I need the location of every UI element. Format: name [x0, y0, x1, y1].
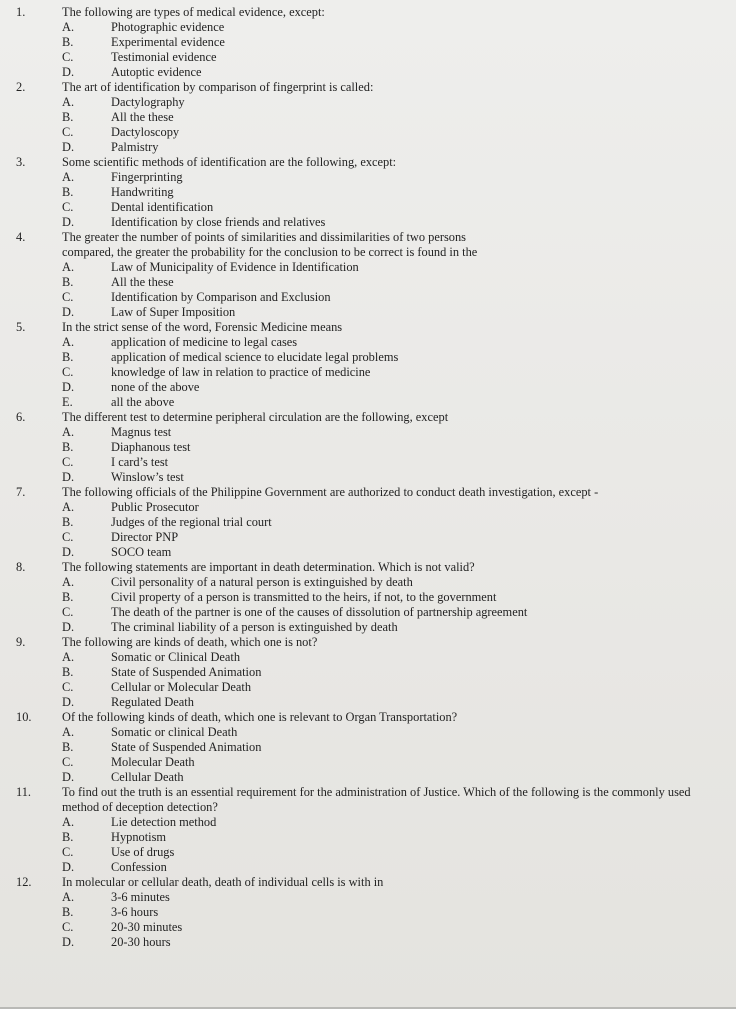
answer-option: [0, 590, 736, 605]
option-letter: D.: [62, 545, 75, 559]
answer-option: [0, 545, 736, 560]
answer-option: [0, 650, 736, 665]
question-stem-line: [0, 230, 736, 245]
option-text: Law of Super Imposition: [111, 305, 236, 319]
question-stem-line: [0, 5, 736, 20]
question-item: [0, 875, 736, 950]
option-text: Director PNP: [111, 530, 179, 544]
question-number: 5.: [16, 320, 26, 334]
question-text: The following statements are important in death determination. Which is not valid?: [62, 560, 475, 574]
option-letter: A.: [62, 575, 75, 589]
answer-option: [0, 620, 736, 635]
question-stem-line: [0, 245, 736, 260]
option-letter: C.: [62, 680, 74, 694]
option-text: Civil personality of a natural person is extinguished by death: [111, 575, 413, 589]
answer-option: [0, 725, 736, 740]
option-text: Somatic or Clinical Death: [111, 650, 241, 664]
option-letter: C.: [62, 530, 74, 544]
option-letter: C.: [62, 200, 74, 214]
option-letter: A.: [62, 95, 75, 109]
option-letter: A.: [62, 725, 75, 739]
option-text: The criminal liability of a person is extinguished by death: [111, 620, 398, 634]
question-text: To find out the truth is an essential requirement for the administration of Justice. Which of the following is the commonly used: [62, 785, 691, 799]
option-text: All the these: [111, 275, 174, 289]
answer-option: [0, 95, 736, 110]
answer-option: [0, 110, 736, 125]
option-letter: E.: [62, 395, 73, 409]
answer-option: [0, 290, 736, 305]
question-item: [0, 710, 736, 785]
question-number: 7.: [16, 485, 26, 499]
option-letter: D.: [62, 140, 75, 154]
question-stem-line: [0, 710, 736, 725]
answer-option: [0, 50, 736, 65]
question-item: [0, 155, 736, 230]
answer-option: [0, 215, 736, 230]
question-item: [0, 635, 736, 710]
question-number: 9.: [16, 635, 26, 649]
question-list: [0, 5, 736, 950]
answer-option: [0, 920, 736, 935]
answer-option: [0, 755, 736, 770]
answer-option: [0, 695, 736, 710]
answer-option: [0, 425, 736, 440]
option-text: Identification by close friends and relatives: [111, 215, 326, 229]
option-text: Cellular Death: [111, 770, 184, 784]
question-item: [0, 5, 736, 80]
option-letter: C.: [62, 845, 74, 859]
option-text: Winslow’s test: [111, 470, 184, 484]
option-text: I card’s test: [111, 455, 169, 469]
answer-option: [0, 830, 736, 845]
option-text: All the these: [111, 110, 174, 124]
question-number: 3.: [16, 155, 26, 169]
answer-option: [0, 440, 736, 455]
option-text: Palmistry: [111, 140, 159, 154]
answer-option: [0, 575, 736, 590]
question-number: 10.: [16, 710, 32, 724]
question-stem-line: [0, 485, 736, 500]
answer-option: [0, 125, 736, 140]
option-letter: D.: [62, 305, 75, 319]
answer-option: [0, 740, 736, 755]
option-letter: A.: [62, 260, 75, 274]
answer-option: [0, 680, 736, 695]
option-text: Dactyloscopy: [111, 125, 180, 139]
answer-option: [0, 350, 736, 365]
option-text: The death of the partner is one of the causes of dissolution of partnership agreement: [111, 605, 528, 619]
answer-option: [0, 890, 736, 905]
option-text: Autoptic evidence: [111, 65, 202, 79]
answer-option: [0, 65, 736, 80]
option-letter: D.: [62, 215, 75, 229]
option-text: Civil property of a person is transmitted to the heirs, if not, to the government: [111, 590, 497, 604]
option-letter: D.: [62, 935, 75, 949]
question-number: 1.: [16, 5, 26, 19]
answer-option: [0, 365, 736, 380]
question-text: Of the following kinds of death, which one is relevant to Organ Transportation?: [62, 710, 458, 724]
option-letter: A.: [62, 500, 75, 514]
question-item: [0, 785, 736, 875]
option-text: Identification by Comparison and Exclusion: [111, 290, 331, 304]
question-stem-line: [0, 80, 736, 95]
question-stem-line: [0, 320, 736, 335]
question-number: 2.: [16, 80, 26, 94]
option-text: SOCO team: [111, 545, 172, 559]
answer-option: [0, 665, 736, 680]
option-text: Handwriting: [111, 185, 174, 199]
question-stem-line: [0, 800, 736, 815]
option-letter: A.: [62, 890, 75, 904]
answer-option: [0, 860, 736, 875]
option-letter: D.: [62, 695, 75, 709]
option-letter: C.: [62, 755, 74, 769]
option-text: Hypnotism: [111, 830, 167, 844]
option-letter: A.: [62, 815, 75, 829]
question-text: The greater the number of points of similarities and dissimilarities of two persons: [62, 230, 466, 244]
question-text: The following are types of medical evidence, except:: [62, 5, 325, 19]
option-letter: A.: [62, 650, 75, 664]
option-letter: C.: [62, 365, 74, 379]
option-text: 20-30 minutes: [111, 920, 183, 934]
question-number: 11.: [16, 785, 32, 799]
answer-option: [0, 185, 736, 200]
question-item: [0, 80, 736, 155]
answer-option: [0, 20, 736, 35]
question-number: 12.: [16, 875, 32, 889]
question-stem-line: [0, 410, 736, 425]
option-text: Confession: [111, 860, 167, 874]
answer-option: [0, 305, 736, 320]
answer-option: [0, 815, 736, 830]
option-letter: B.: [62, 665, 74, 679]
question-text: In molecular or cellular death, death of individual cells is with in: [62, 875, 384, 889]
option-letter: C.: [62, 605, 74, 619]
question-text: The following are kinds of death, which one is not?: [62, 635, 318, 649]
option-text: Diaphanous test: [111, 440, 191, 454]
option-letter: C.: [62, 920, 74, 934]
question-text: compared, the greater the probability for the conclusion to be correct is found in the: [62, 245, 478, 259]
option-letter: B.: [62, 275, 74, 289]
question-item: [0, 410, 736, 485]
option-text: Magnus test: [111, 425, 172, 439]
answer-option: [0, 845, 736, 860]
question-number: 6.: [16, 410, 26, 424]
question-text: Some scientific methods of identification are the following, except:: [62, 155, 397, 169]
answer-option: [0, 170, 736, 185]
option-text: Cellular or Molecular Death: [111, 680, 252, 694]
option-text: Testimonial evidence: [111, 50, 217, 64]
option-text: application of medical science to elucidate legal problems: [111, 350, 399, 364]
question-text: The following officials of the Philippine Government are authorized to conduct death investigation, except -: [62, 485, 599, 499]
question-item: [0, 560, 736, 635]
option-text: State of Suspended Animation: [111, 740, 262, 754]
option-letter: B.: [62, 350, 74, 364]
question-text: The art of identification by comparison of fingerprint is called:: [62, 80, 374, 94]
answer-option: [0, 335, 736, 350]
option-letter: C.: [62, 50, 74, 64]
answer-option: [0, 905, 736, 920]
option-letter: B.: [62, 110, 74, 124]
option-text: Public Prosecutor: [111, 500, 199, 514]
question-number: 8.: [16, 560, 26, 574]
answer-option: [0, 455, 736, 470]
option-text: Regulated Death: [111, 695, 194, 709]
option-letter: C.: [62, 290, 74, 304]
option-letter: A.: [62, 170, 75, 184]
answer-option: [0, 140, 736, 155]
question-item: [0, 230, 736, 320]
option-text: all the above: [111, 395, 175, 409]
option-letter: D.: [62, 470, 75, 484]
option-text: Judges of the regional trial court: [111, 515, 272, 529]
option-text: application of medicine to legal cases: [111, 335, 298, 349]
question-stem-line: [0, 155, 736, 170]
option-text: Fingerprinting: [111, 170, 183, 184]
option-letter: C.: [62, 125, 74, 139]
answer-option: [0, 395, 736, 410]
option-letter: C.: [62, 455, 74, 469]
option-letter: D.: [62, 65, 75, 79]
answer-option: [0, 260, 736, 275]
option-letter: D.: [62, 860, 75, 874]
answer-option: [0, 200, 736, 215]
option-letter: B.: [62, 590, 74, 604]
option-text: State of Suspended Animation: [111, 665, 262, 679]
option-text: 20-30 hours: [111, 935, 171, 949]
option-text: Dactylography: [111, 95, 185, 109]
option-text: Somatic or clinical Death: [111, 725, 238, 739]
option-letter: B.: [62, 440, 74, 454]
option-text: Photographic evidence: [111, 20, 225, 34]
option-letter: D.: [62, 620, 75, 634]
option-letter: B.: [62, 740, 74, 754]
option-letter: B.: [62, 515, 74, 529]
question-stem-line: [0, 635, 736, 650]
option-text: Experimental evidence: [111, 35, 225, 49]
option-letter: D.: [62, 770, 75, 784]
question-item: [0, 485, 736, 560]
option-text: Lie detection method: [111, 815, 217, 829]
question-text: method of deception detection?: [62, 800, 218, 814]
option-letter: A.: [62, 335, 75, 349]
option-letter: B.: [62, 35, 74, 49]
question-stem-line: [0, 560, 736, 575]
option-text: knowledge of law in relation to practice of medicine: [111, 365, 371, 379]
option-letter: B.: [62, 905, 74, 919]
option-text: Use of drugs: [111, 845, 175, 859]
option-text: Law of Municipality of Evidence in Identification: [111, 260, 359, 274]
question-item: [0, 320, 736, 410]
answer-option: [0, 275, 736, 290]
question-text: The different test to determine peripheral circulation are the following, except: [62, 410, 449, 424]
answer-option: [0, 380, 736, 395]
option-letter: A.: [62, 20, 75, 34]
question-stem-line: [0, 785, 736, 800]
option-letter: A.: [62, 425, 75, 439]
answer-option: [0, 530, 736, 545]
question-text: In the strict sense of the word, Forensic Medicine means: [62, 320, 343, 334]
answer-option: [0, 935, 736, 950]
answer-option: [0, 500, 736, 515]
answer-option: [0, 515, 736, 530]
option-letter: B.: [62, 830, 74, 844]
option-text: Molecular Death: [111, 755, 195, 769]
answer-option: [0, 470, 736, 485]
option-text: 3-6 minutes: [111, 890, 170, 904]
answer-option: [0, 35, 736, 50]
option-letter: D.: [62, 380, 75, 394]
option-text: none of the above: [111, 380, 200, 394]
question-number: 4.: [16, 230, 26, 244]
answer-option: [0, 770, 736, 785]
option-text: 3-6 hours: [111, 905, 159, 919]
option-text: Dental identification: [111, 200, 214, 214]
option-letter: B.: [62, 185, 74, 199]
answer-option: [0, 605, 736, 620]
question-stem-line: [0, 875, 736, 890]
